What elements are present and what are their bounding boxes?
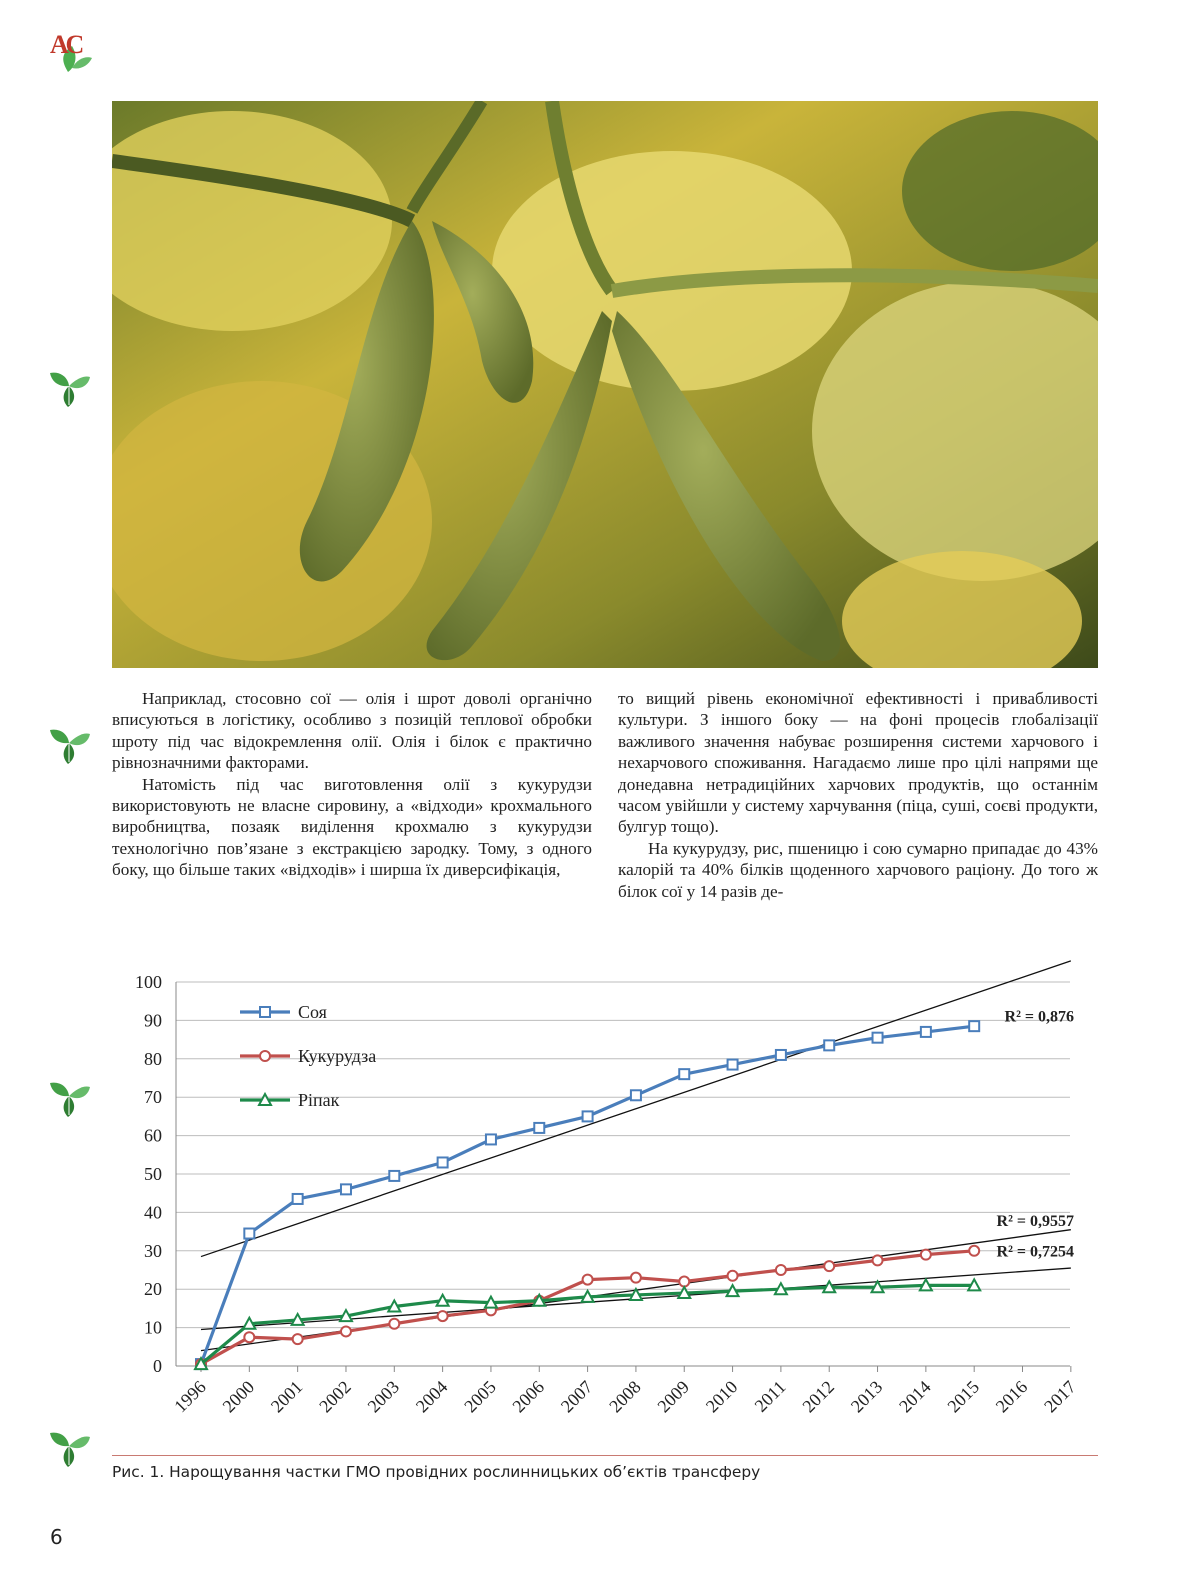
data-point [824,1261,834,1271]
x-tick-label: 2001 [266,1376,307,1417]
y-tick-label: 20 [144,1279,162,1300]
x-tick-label: 2002 [315,1376,355,1417]
data-point [583,1275,593,1285]
x-tick-label: 2016 [991,1376,1032,1417]
data-point [389,1171,399,1181]
x-tick-label: 2003 [363,1376,404,1417]
x-tick-label: 2004 [411,1376,452,1417]
r-squared-label: R² = 0,7254 [996,1243,1074,1261]
x-tick-label: 2005 [460,1376,500,1417]
logo-text: АС [50,30,83,59]
data-point [293,1194,303,1204]
caption-divider [112,1455,1098,1456]
paragraph: Натомість під час виготовлення олії з кукурудзи використовують не власне сировину, а «відходи» крохмального виробництва, позаяк виділення крохмалю з кукурудзи технологічно пов’язане з екстракцією зародку. Тому, з одного боку, що більше таких «відходів» і ширша їх диверсифікація, [112,774,592,880]
data-point [921,1250,931,1260]
leaf-decoration-icon [48,365,90,407]
data-point [631,1273,641,1283]
x-tick-label: 2006 [508,1376,549,1417]
x-tick-label: 2015 [943,1376,984,1417]
data-point [438,1311,448,1321]
x-tick-label: 2017 [1040,1376,1080,1417]
data-point [679,1069,689,1079]
y-tick-label: 70 [144,1087,162,1108]
x-tick-label: 2011 [750,1376,790,1416]
y-tick-label: 30 [144,1240,162,1261]
data-point [969,1246,979,1256]
leaf-decoration-icon [48,1425,90,1467]
data-point [341,1326,351,1336]
paragraph: На кукурудзу, рис, пшеницю і сою сумарно припадає до 43% калорій та 40% білків щоденного харчового раціону. До того ж білок сої у 14 разів де- [618,838,1098,901]
y-tick-label: 50 [144,1164,162,1184]
legend-label: Ріпак [298,1090,340,1110]
x-tick-label: 2013 [846,1376,887,1417]
r-squared-label: R² = 0,9557 [996,1212,1074,1230]
x-tick-label: 2008 [605,1376,645,1417]
data-point [873,1033,883,1043]
x-tick-label: 2009 [653,1376,694,1417]
x-tick-label: 2000 [218,1376,259,1417]
data-point [244,1229,254,1239]
data-point [244,1332,254,1342]
y-tick-label: 100 [135,972,162,992]
data-point [776,1050,786,1060]
article-column-left [112,688,592,881]
page-number: 6 [50,1525,63,1549]
x-tick-label: 1996 [170,1376,210,1417]
r-squared-label: R² = 0,876 [1004,1008,1074,1026]
series-line [201,1026,974,1364]
x-tick-label: 2014 [895,1376,935,1417]
legend-marker [260,1007,270,1017]
leaf-decoration-icon [48,1075,90,1117]
data-point [969,1021,979,1031]
paragraph: Наприклад, стосовно сої — олія і шрот доволі органічно вписуються в логістику, особливо з позицій теплової обробки шроту під час відокремлення олії. Олія і білок є практично рівнозначними факторами. [112,689,592,773]
legend-label: Кукурудза [298,1046,377,1066]
y-tick-label: 10 [144,1317,162,1338]
figure-caption: Рис. 1. Нарощування частки ГМО провідних рослинницьких об’єктів трансферу [112,1463,761,1481]
data-point [341,1184,351,1194]
data-point [486,1134,496,1144]
data-point [921,1027,931,1037]
series-line [201,1251,974,1364]
data-point [534,1123,544,1133]
data-point [873,1255,883,1265]
data-point [728,1060,738,1070]
data-point [389,1319,399,1329]
legend-label: Соя [298,1002,327,1022]
data-point [824,1040,834,1050]
y-tick-label: 0 [153,1356,162,1376]
y-tick-label: 80 [144,1048,162,1069]
data-point [438,1157,448,1167]
paragraph: то вищий рівень економічної ефективності і привабливості культури. З іншого боку — на фоні процесів глобалізації важливого значення набуває розширення системи харчового і нехарчового споживання. Нагадаємо лише про цілі напрями ще донедавна нетрадиційних харчових продуктів, що останнім часом увійшли у систему харчування (піца, суші, соєві продукти, булгур тощо). [618,689,1098,837]
data-point [293,1334,303,1344]
data-point [776,1265,786,1275]
leaf-decoration-icon [48,722,90,764]
x-tick-label: 2007 [556,1376,597,1417]
gmo-share-line-chart [112,950,1102,1450]
legend-marker [260,1051,270,1061]
data-point [631,1090,641,1100]
y-tick-label: 60 [144,1125,162,1146]
article-column-right [618,688,1098,902]
y-tick-label: 90 [144,1010,162,1031]
data-point [728,1271,738,1281]
y-tick-label: 40 [144,1202,162,1223]
data-point [583,1111,593,1121]
soybean-photo [112,101,1098,668]
x-tick-label: 2012 [798,1376,839,1417]
x-tick-label: 2010 [701,1376,742,1417]
